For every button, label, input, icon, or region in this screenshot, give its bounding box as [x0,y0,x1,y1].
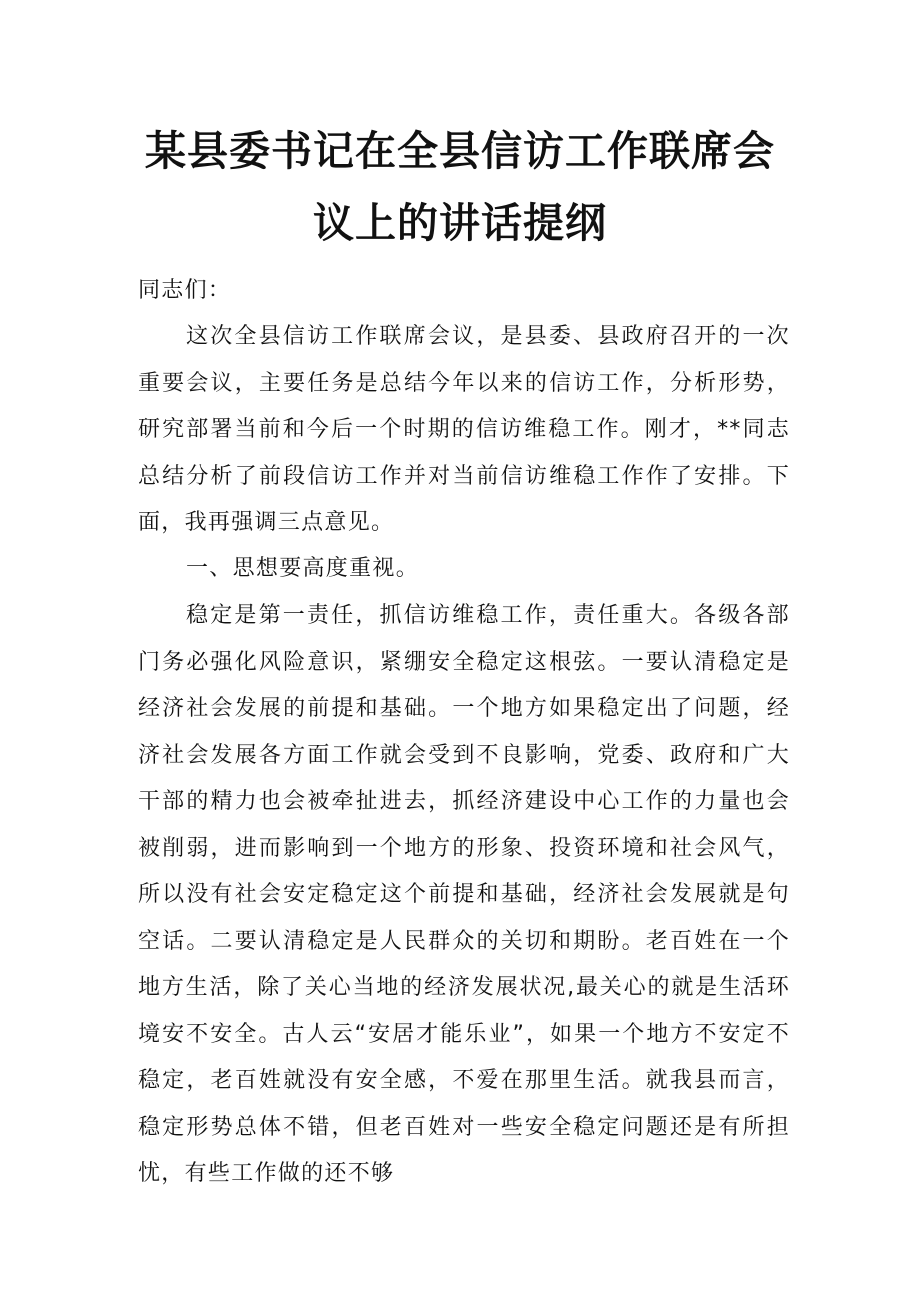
document-title-line-2: 议上的讲话提纲 [313,199,607,247]
document-title-line-1: 某县委书记在全县信访工作联席会 [145,127,775,175]
salutation: 同志们： [138,278,232,303]
paragraph-intro: 这次全县信访工作联席会议，是县委、县政府召开的一次重要会议，主要任务是总结今年以来的信访工作，分析形势，研究部署当前和今后一个时期的信访维稳工作。刚才，**同志总结分析了前段信访工作并对当前信访维稳工作作了安排。下面，我再强调三点意见。 [138,324,790,535]
paragraph-section-1-body: 稳定是第一责任，抓信访维稳工作，责任重大。各级各部门务必强化风险意识，紧绷安全稳定这根弦。一要认清稳定是经济社会发展的前提和基础。一个地方如果稳定出了问题，经济社会发展各方面工作就会受到不良影响，党委、政府和广大干部的精力也会被牵扯进去，抓经济建设中心工作的力量也会被削弱，进而影响到一个地方的形象、投资环境和社会风气，所以没有社会安定稳定这个前提和基础，经济社会发展就是句空话。二要认清稳定是人民群众的关切和期盼。老百姓在一个地方生活，除了关心当地的经济发展状况,最关心的就是生活环境安不安全。古人云“安居才能乐业”，如果一个地方不安定不稳定，老百姓就没有安全感，不爱在那里生活。就我县而言，稳定形势总体不错，但老百姓对一些安全稳定问题还是有所担忧，有些工作做的还不够 [138,603,790,1186]
section-heading-1: 一、思想要高度重视。 [186,556,420,581]
